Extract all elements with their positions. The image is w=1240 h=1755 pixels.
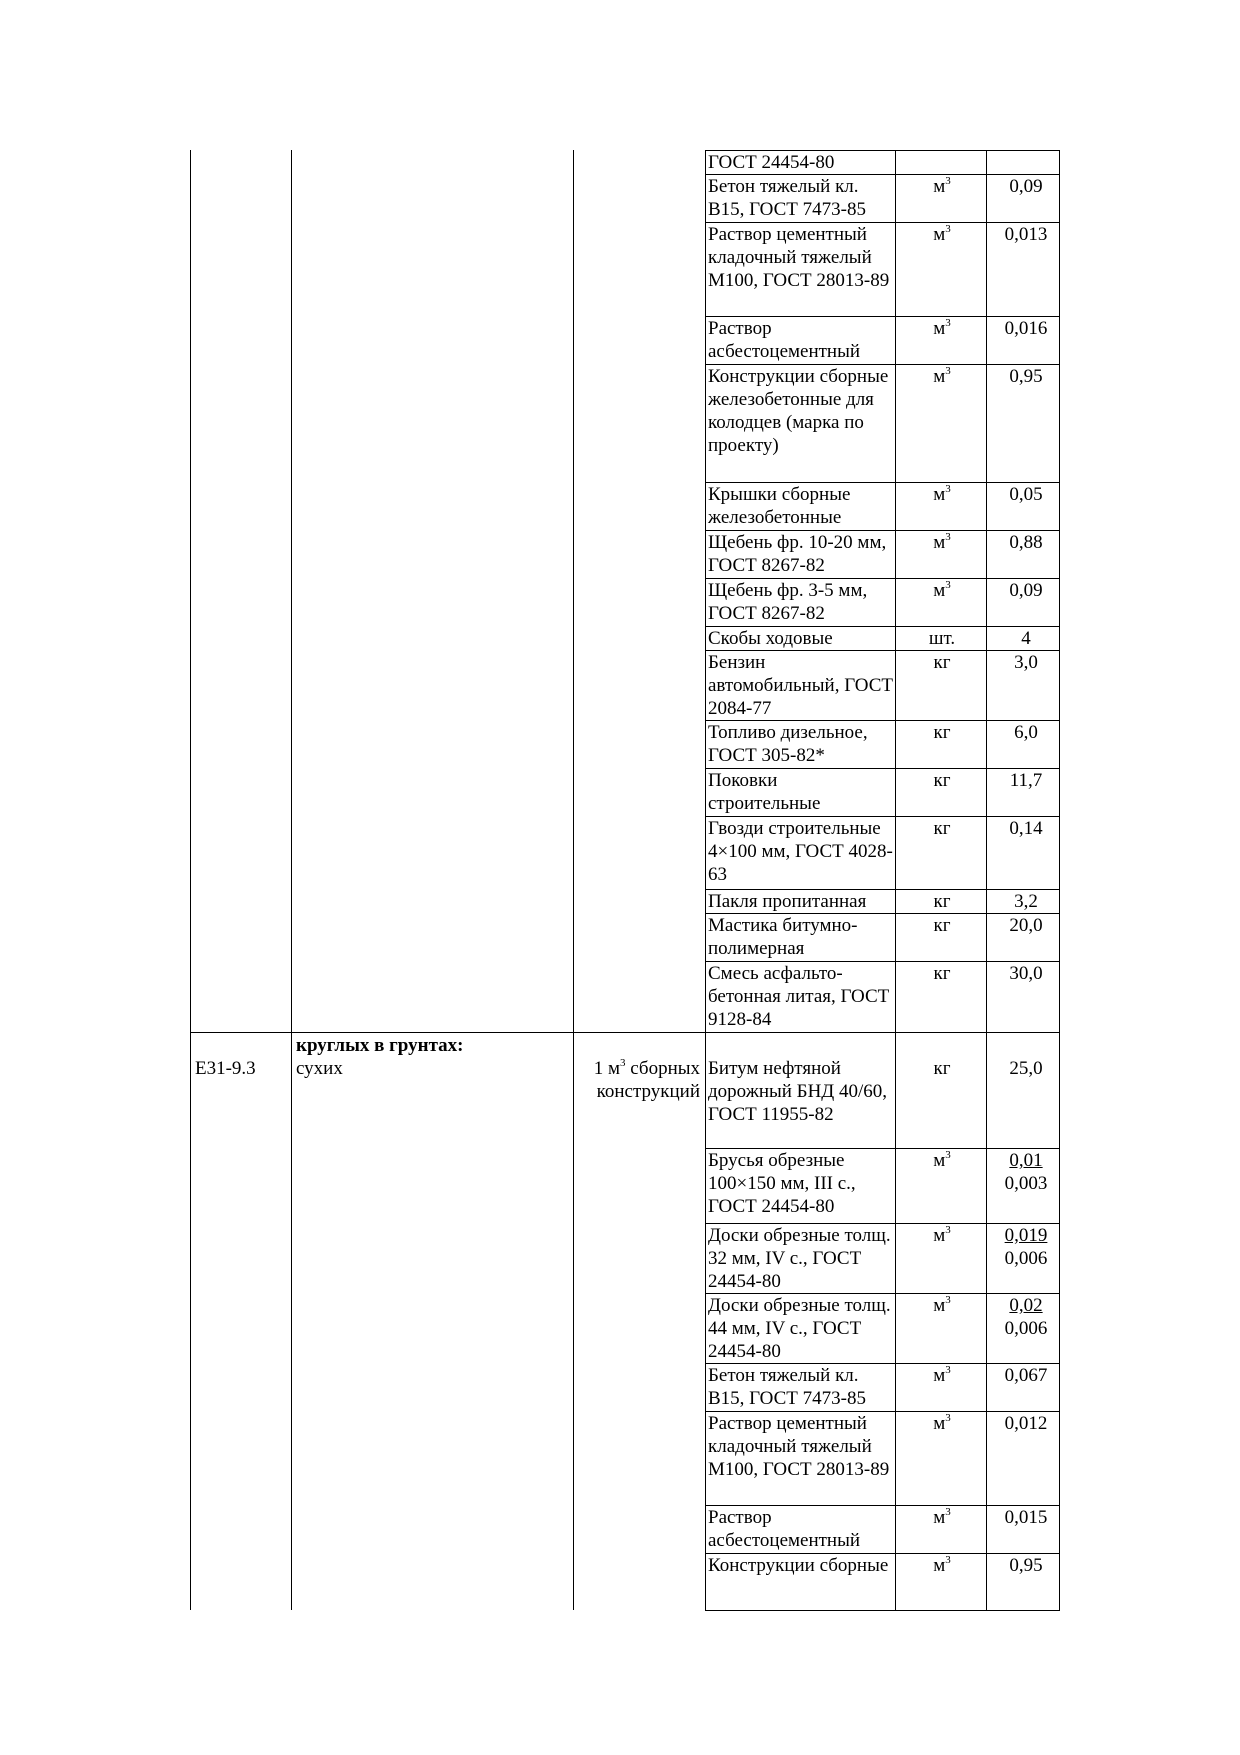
unit-cell bbox=[898, 1412, 986, 1435]
quantity-cell bbox=[990, 579, 1062, 602]
quantity-value: 3,0 bbox=[1014, 652, 1038, 673]
unit-label: м bbox=[933, 1507, 946, 1528]
unit-label: кг bbox=[933, 722, 951, 743]
unit-label: кг bbox=[933, 963, 951, 984]
material-name: Битум нефтяной дорожный БНД 40/60, ГОСТ 11955-82 bbox=[708, 1058, 888, 1125]
measurement-unit: 1 $м^3$ сборных конструкций bbox=[593, 1057, 700, 1102]
quantity-value: 30,0 bbox=[1009, 963, 1043, 984]
material-name: Раствор асбестоцементный bbox=[708, 1507, 861, 1551]
material-name: Брусья обрезные 100×150 мм, III с., ГОСТ 24454-80 bbox=[708, 1150, 856, 1217]
unit-label: м bbox=[933, 366, 946, 387]
unit-cell bbox=[898, 1364, 986, 1387]
unit-label: м bbox=[933, 1225, 946, 1246]
quantity-value: 0,012 bbox=[1004, 1413, 1048, 1434]
material-name: Бетон тяжелый кл. В15, ГОСТ 7473-85 bbox=[708, 1365, 866, 1409]
soil-condition: сухих bbox=[296, 1058, 343, 1079]
quantity-value: 0,015 bbox=[1004, 1507, 1048, 1528]
material-name: Раствор цементный кладочный тяжелый М100, ГОСТ 28013-89 bbox=[708, 224, 890, 291]
material-name: Скобы ходовые bbox=[708, 628, 833, 649]
quantity-cell bbox=[990, 1506, 1062, 1529]
quantity-cell bbox=[990, 1149, 1062, 1195]
quantity-value: 0,067 bbox=[1004, 1365, 1048, 1386]
quantity-value: 0,09 bbox=[1009, 176, 1043, 197]
quantity-cell bbox=[990, 1057, 1062, 1080]
material-name: Конструкции сборные bbox=[708, 1555, 889, 1576]
quantity-value: 0,05 bbox=[1009, 484, 1043, 505]
unit-label: м bbox=[933, 580, 946, 601]
unit-label: м bbox=[933, 224, 946, 245]
unit-label: м bbox=[933, 1365, 946, 1386]
unit-cell bbox=[898, 1506, 986, 1529]
column-divider-desc bbox=[573, 150, 574, 1610]
quantity-cell bbox=[990, 483, 1062, 506]
unit-cell bbox=[898, 365, 986, 388]
quantity-cell bbox=[990, 627, 1062, 650]
material-name: Раствор асбестоцементный bbox=[708, 318, 861, 362]
material-name: Топливо дизельное, ГОСТ 305-82* bbox=[708, 722, 868, 766]
unit-label: м bbox=[933, 484, 946, 505]
unit-cell bbox=[898, 1294, 986, 1317]
quantity-cell bbox=[990, 1364, 1062, 1387]
unit-label: кг bbox=[933, 915, 951, 936]
unit-cell bbox=[898, 962, 986, 985]
quantity-value: 0,013 bbox=[1004, 224, 1048, 245]
row-divider bbox=[705, 1610, 1060, 1611]
quantity-value: 0,01 bbox=[1009, 1150, 1043, 1171]
column-divider-meter bbox=[705, 150, 706, 1610]
quantity-value: 20,0 bbox=[1009, 915, 1043, 936]
material-name: Доски обрезные толщ. 44 мм, IV с., ГОСТ 24454-80 bbox=[708, 1295, 891, 1362]
unit-cell bbox=[898, 817, 986, 840]
quantity-value: 0,88 bbox=[1009, 532, 1043, 553]
material-name: Щебень фр. 3-5 мм, ГОСТ 8267-82 bbox=[708, 580, 868, 624]
unit-label: м bbox=[933, 318, 946, 339]
material-name: Раствор цементный кладочный тяжелый М100, ГОСТ 28013-89 bbox=[708, 1413, 890, 1480]
row-divider bbox=[705, 1032, 1060, 1033]
unit-cell bbox=[898, 890, 986, 913]
quantity-cell bbox=[990, 1294, 1062, 1340]
table-border-left bbox=[190, 150, 191, 1610]
column-divider-unit bbox=[986, 150, 987, 1610]
unit-cell bbox=[898, 1149, 986, 1172]
quantity-value: 0,02 bbox=[1009, 1295, 1043, 1316]
unit-cell bbox=[898, 175, 986, 198]
quantity-cell bbox=[990, 817, 1062, 840]
material-name: Смесь асфальто-бетонная литая, ГОСТ 9128-84 bbox=[708, 963, 890, 1030]
material-name: Доски обрезные толщ. 32 мм, IV с., ГОСТ 24454-80 bbox=[708, 1225, 891, 1292]
material-name: ГОСТ 24454-80 bbox=[708, 152, 835, 173]
unit-cell bbox=[898, 1057, 986, 1080]
quantity-cell bbox=[990, 721, 1062, 744]
quantity-alt-value: 0,003 bbox=[1004, 1173, 1048, 1194]
quantity-alt-value: 0,006 bbox=[1004, 1248, 1048, 1269]
material-name: Крышки сборные железобетонные bbox=[708, 484, 851, 528]
unit-cell bbox=[898, 579, 986, 602]
quantity-value: 0,016 bbox=[1004, 318, 1048, 339]
unit-label: кг bbox=[933, 1058, 951, 1079]
unit-label: м bbox=[933, 1150, 946, 1171]
quantity-value: 0,95 bbox=[1009, 366, 1043, 387]
unit-cell bbox=[898, 1224, 986, 1247]
unit-exponent: 3 bbox=[945, 1364, 951, 1376]
unit-cell bbox=[898, 317, 986, 340]
quantity-cell bbox=[990, 1412, 1062, 1435]
material-name: Пакля пропитанная bbox=[708, 891, 867, 912]
quantity-value: 4 bbox=[1021, 628, 1031, 649]
quantity-cell bbox=[990, 317, 1062, 340]
quantity-cell bbox=[990, 962, 1062, 985]
quantity-value: 0,09 bbox=[1009, 580, 1043, 601]
section-heading: круглых в грунтах: bbox=[296, 1035, 464, 1056]
quantity-cell bbox=[990, 365, 1062, 388]
unit-label: кг bbox=[933, 818, 951, 839]
unit-cell bbox=[898, 769, 986, 792]
quantity-cell bbox=[990, 769, 1062, 792]
unit-exponent: 3 bbox=[945, 1554, 951, 1566]
quantity-value: 0,95 bbox=[1009, 1555, 1043, 1576]
quantity-alt-value: 0,006 bbox=[1004, 1318, 1048, 1339]
unit-exponent: 3 bbox=[945, 175, 951, 187]
material-name: Щебень фр. 10-20 мм, ГОСТ 8267-82 bbox=[708, 532, 887, 576]
norm-code: Е31-9.3 bbox=[195, 1058, 256, 1079]
unit-label: кг bbox=[933, 770, 951, 791]
unit-cell bbox=[898, 721, 986, 744]
material-name: Конструкции сборные железобетонные для колодцев (марка по проекту) bbox=[708, 366, 889, 456]
unit-label: м bbox=[933, 176, 946, 197]
unit-exponent: 3 bbox=[945, 1149, 951, 1161]
quantity-value: 0,019 bbox=[1004, 1225, 1048, 1246]
quantity-value: 0,14 bbox=[1009, 818, 1043, 839]
quantity-value: 6,0 bbox=[1014, 722, 1038, 743]
quantity-cell bbox=[990, 1554, 1062, 1577]
unit-cell bbox=[898, 651, 986, 674]
quantity-value: 25,0 bbox=[1009, 1058, 1043, 1079]
unit-exponent: 3 bbox=[945, 317, 951, 329]
unit-cell bbox=[898, 483, 986, 506]
unit-exponent: 3 bbox=[945, 1294, 951, 1306]
material-name: Мастика битумно-полимерная bbox=[708, 915, 858, 959]
unit-exponent: 3 bbox=[945, 579, 951, 591]
unit-label: м bbox=[933, 1555, 946, 1576]
unit-cell bbox=[898, 223, 986, 246]
material-name: Гвозди строительные 4×100 мм, ГОСТ 4028-63 bbox=[708, 818, 893, 885]
quantity-cell bbox=[990, 175, 1062, 198]
quantity-cell bbox=[990, 1224, 1062, 1270]
quantity-value: 11,7 bbox=[1009, 770, 1043, 791]
unit-label: кг bbox=[933, 891, 951, 912]
unit-label: м bbox=[933, 532, 946, 553]
quantity-cell bbox=[990, 531, 1062, 554]
unit-label: м bbox=[933, 1295, 946, 1316]
quantity-cell bbox=[990, 223, 1062, 246]
quantity-cell bbox=[990, 914, 1062, 937]
material-name: Поковки строительные bbox=[708, 770, 821, 814]
unit-cell bbox=[898, 914, 986, 937]
quantity-cell bbox=[990, 890, 1062, 913]
unit-exponent: 3 bbox=[945, 1506, 951, 1518]
material-name: Бензин автомобильный, ГОСТ 2084-77 bbox=[708, 652, 893, 719]
unit-cell bbox=[898, 627, 986, 650]
unit-label: шт. bbox=[928, 628, 956, 649]
material-name: Бетон тяжелый кл. В15, ГОСТ 7473-85 bbox=[708, 176, 866, 220]
column-divider-code bbox=[291, 150, 292, 1610]
quantity-cell bbox=[990, 651, 1062, 674]
unit-exponent: 3 bbox=[945, 483, 951, 495]
unit-label: м bbox=[933, 1413, 946, 1434]
unit-exponent: 3 bbox=[945, 1224, 951, 1236]
column-divider-material bbox=[895, 150, 896, 1610]
unit-label: кг bbox=[933, 652, 951, 673]
unit-exponent: 3 bbox=[945, 223, 951, 235]
quantity-value: 3,2 bbox=[1014, 891, 1038, 912]
unit-exponent: 3 bbox=[945, 531, 951, 543]
unit-cell bbox=[898, 531, 986, 554]
unit-exponent: 3 bbox=[945, 365, 951, 377]
unit-cell bbox=[898, 1554, 986, 1577]
unit-exponent: 3 bbox=[945, 1412, 951, 1424]
